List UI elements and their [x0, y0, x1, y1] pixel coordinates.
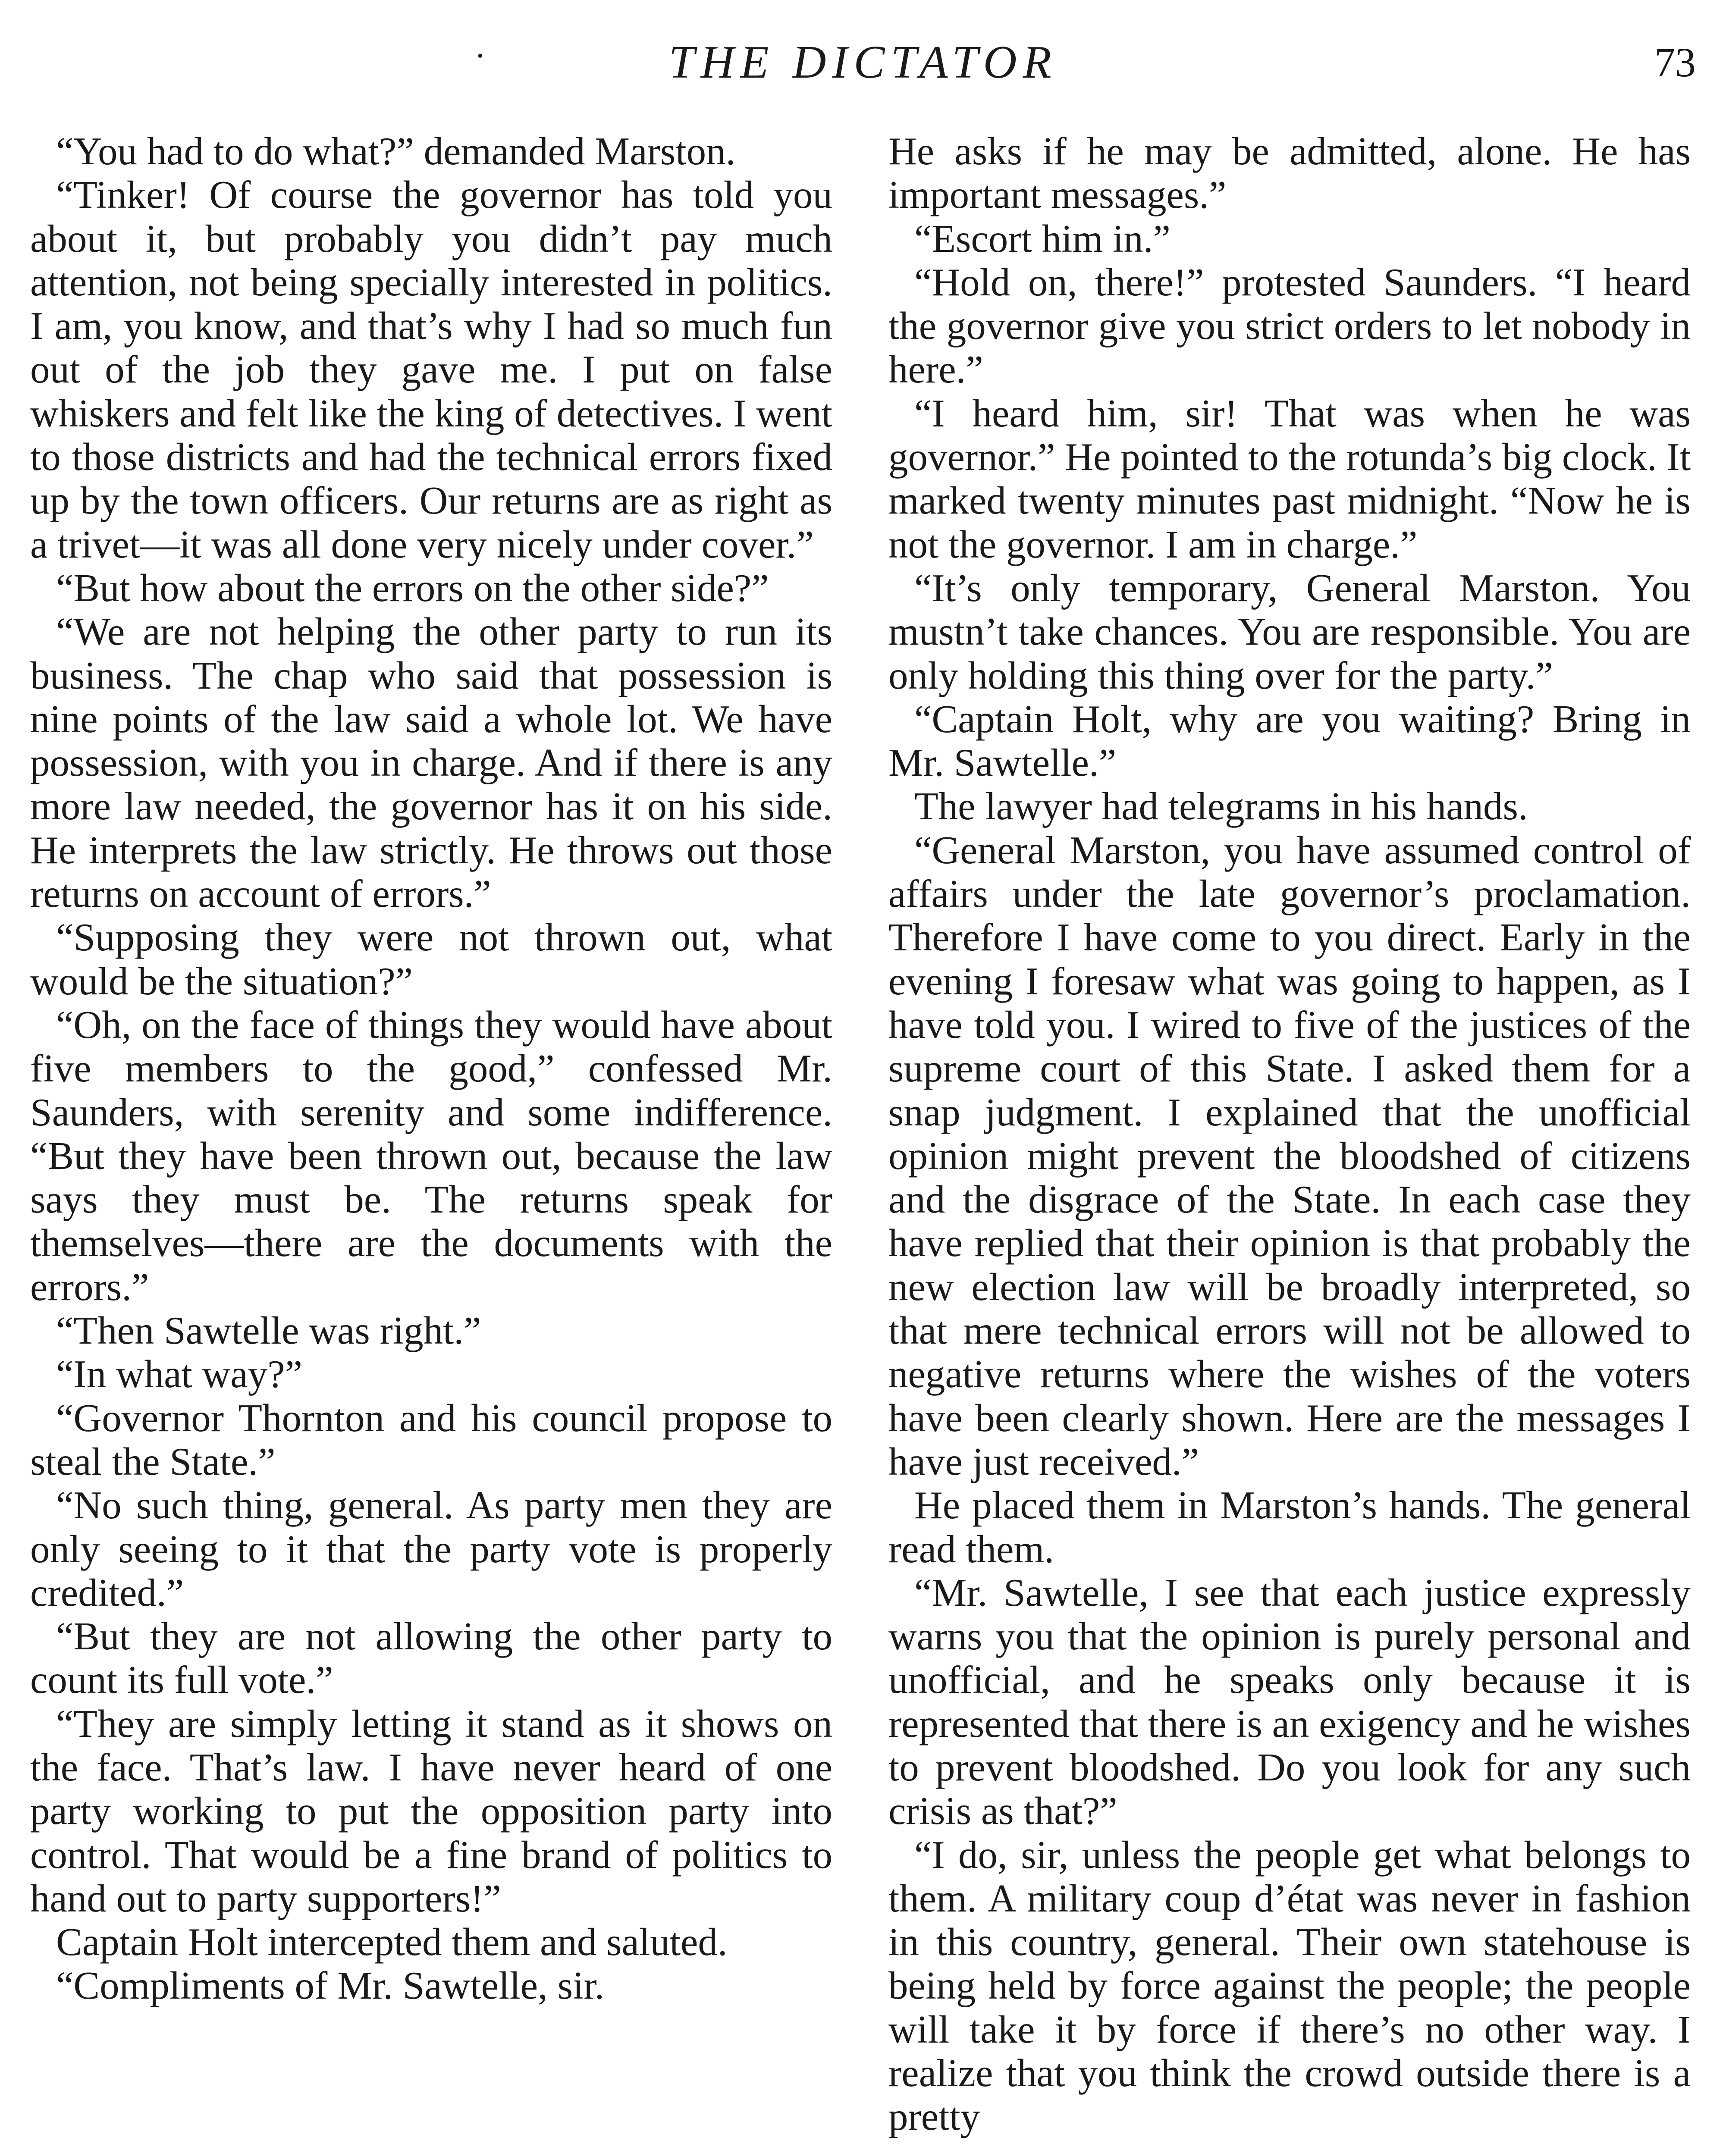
paragraph: “Governor Thornton and his council propose to steal the State.”	[30, 1396, 832, 1483]
paragraph: Captain Holt intercepted them and saluted.	[56, 1920, 728, 1964]
paragraph: “Compliments of Mr. Sawtelle, sir.	[56, 1964, 605, 2008]
paragraph: “You had to do what?” demanded Marston.	[56, 129, 736, 173]
paragraph: “Mr. Sawtelle, I see that each justice expressly warns you that the opinion is purely personal and unofficial, and he speaks only because it is represented that there is an exigency and he wishes to prevent bloodshed. Do you look for any such crisis as that?”	[888, 1570, 1691, 1833]
paragraph: “Then Sawtelle was right.”	[56, 1309, 481, 1353]
paragraph: He placed them in Marston’s hands. The general read them.	[888, 1483, 1691, 1571]
paragraph: The lawyer had telegrams in his hands.	[914, 784, 1528, 828]
paragraph: “Tinker! Of course the governor has told you about it, but probably you didn’t pay much attention, not being specially interested in politics. I am, you know, and that’s why I had so much fun out of the job they gave me. I put on false whiskers and felt like the king of detectives. I went to those districts and had the technical errors fixed up by the town officers. Our returns are as right as a trivet—it was all done very nicely under cover.”	[30, 173, 832, 566]
paragraph: “No such thing, general. As party men they are only seeing to it that the party vote is properly credited.”	[30, 1483, 832, 1614]
paragraph: “In what way?”	[56, 1352, 302, 1396]
paragraph: “Supposing they were not thrown out, what would be the situation?”	[30, 915, 832, 1003]
left-column	[30, 129, 832, 2008]
paragraph: “Oh, on the face of things they would have about five members to the good,” confessed Mr. Saunders, with serenity and some indifference. “But they have been thrown out, because the law says they must be. The returns speak for themselves—there are the documents with the errors.”	[30, 1003, 832, 1309]
page-number: 73	[1654, 39, 1696, 85]
paragraph: “I do, sir, unless the people get what belongs to them. A military coup d’état was never in fashion in this country, general. Their own statehouse is being held by force against the people; the people will take it by force if there’s no other way. I realize that you think the crowd outside there is a pretty	[888, 1833, 1691, 2139]
paragraph: “We are not helping the other party to run its business. The chap who said that possession is nine points of the law said a whole lot. We have possession, with you in charge. And if there is any more law needed, the governor has it on his side. He interprets the law strictly. He throws out those returns on account of errors.”	[30, 610, 832, 916]
paragraph: “But they are not allowing the other party to count its full vote.”	[30, 1614, 832, 1702]
paragraph-continued: He asks if he may be admitted, alone. He has important messages.”	[888, 129, 1691, 217]
paragraph: “Hold on, there!” protested Saunders. “I heard the governor give you strict orders to let nobody in here.”	[888, 260, 1691, 392]
right-column	[888, 129, 1691, 2139]
paragraph: “They are simply letting it stand as it shows on the face. That’s law. I have never heard of one party working to put the opposition party into control. That would be a fine brand of politics to hand out to party supporters!”	[30, 1702, 832, 1920]
paragraph: “I heard him, sir! That was when he was governor.” He pointed to the rotunda’s big clock. It marked twenty minutes past midnight. “Now he is not the governor. I am in charge.”	[888, 391, 1691, 566]
paragraph: “It’s only temporary, General Marston. You mustn’t take chances. You are responsible. You are only holding this thing over for the party.”	[888, 566, 1691, 697]
header-dot: ·	[474, 37, 486, 75]
paragraph: “Captain Holt, why are you waiting? Bring in Mr. Sawtelle.”	[888, 697, 1691, 785]
running-title: THE DICTATOR	[668, 37, 1058, 88]
paragraph: “Escort him in.”	[914, 216, 1171, 260]
paragraph: “General Marston, you have assumed control of affairs under the late governor’s proclamation. Therefore I have come to you direct. Early in the evening I foresaw what was going to happen, as I have told you. I wired to five of the justices of the supreme court of this State. I asked them for a snap judgment. I explained that the unofficial opinion might prevent the bloodshed of citizens and the disgrace of the State. In each case they have replied that their opinion is that probably the new election law will be broadly interpreted, so that mere technical errors will not be allowed to negative returns where the wishes of the voters have been clearly shown. Here are the messages I have just received.”	[888, 828, 1691, 1483]
paragraph: “But how about the errors on the other side?”	[56, 566, 769, 610]
running-header	[0, 30, 1726, 95]
